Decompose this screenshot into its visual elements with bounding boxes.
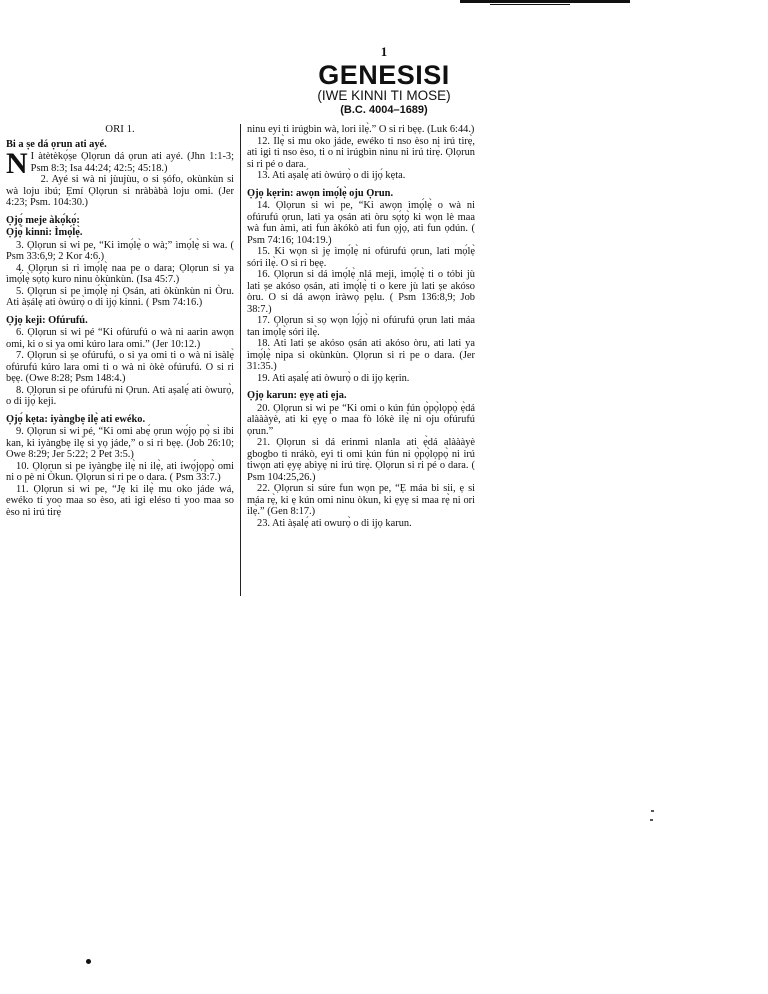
section-heading: Ọjọ keji: Ofúrufú.: [6, 314, 88, 326]
verse: 10. Ọlọrun si pe iyàngbẹ ilẹ̀ ni ilẹ̀, ati iwọ́jọpọ̀ omi ni o pè ni Òkun. Ọlọrun si ri pe o dara. ( Psm 33:7.): [6, 460, 234, 483]
verse: 8. Ọlọrun si pe ofúrufú ni Ọrun. Ati aṣalẹ́ ati òwurọ̀, o di ijọ́ keji.: [6, 384, 234, 407]
verse: 12. Ilẹ̀ si mu oko jáde, ewéko ti nso èso ni irú tirẹ̀, ati igi ti nso èso, ti o ni irúgbìn ninu ni irú tirẹ̀. Ọlọrun si ri pé o dara.: [247, 135, 475, 170]
column-divider: [240, 124, 241, 596]
verse: 4. Ọlọrun si ri ìmọ́lẹ̀ naa pe o dara; Ọlọrun si ya ìmọ́lẹ̀ sọ́tọ̀ kuro ninu òkùnkùn. (Isa 45:7.): [6, 262, 234, 285]
verse: 6. Ọlọrun si wi pé “Ki ofúrufú o wà ni aarin awọn omi, ki o si ya omi kúro lara omi.” (Jer 10:12.): [6, 327, 234, 350]
page-number: 1: [380, 44, 388, 59]
verse: 22. Ọlọrun si súre fun wọn pe, “Ẹ máa bi sii, ẹ si máa rẹ̀, ki ẹ kún omi ninu òkun, ki ẹyẹ si maa rẹ̀ ni ori ilẹ̀.” (Gen 8:17.): [247, 483, 475, 517]
verse: 18. Ati lati ṣe akóso ọsán ati akóso òru, ati lati ya ìmọ́lẹ̀ nipa si okùnkùn. Ọlọrun si ri pe o dara. (Jer 31:35.): [247, 338, 475, 372]
scan-speck: [650, 819, 653, 821]
verse: 19. Ati aṣalẹ́ ati òwurọ̀ o di ijọ kẹrin.: [257, 372, 410, 384]
verse-text: I àtètèkọ́ṣe Ọlọrun dá ọrun ati ayé. (Jhn 1:1-3; Psm 8:3; Isa 44:24; 42:5; 45:18.): [30, 151, 234, 174]
section-heading: Ọjọ karun: ẹyẹ ati ẹja.: [247, 390, 347, 401]
right-column: [247, 124, 475, 529]
section-heading: Ọjọ́ meje àkọ́kọ́:: [6, 214, 80, 226]
verse: 5. Ọlọrun si pe ìmọ́lẹ̀ ni Ọsán, ati òkùnkùn ni Òru. Ati àṣálẹ́ ati òwúrọ̀ o di ijọ́ kinni. ( Psm 74:16.): [6, 285, 234, 308]
scan-dot: [86, 959, 91, 964]
section-heading: Ọjọ́ kinni: Ìmọ́lẹ̀.: [6, 227, 83, 238]
verse: 9. Ọlọrun si wi pé, “Ki omi abẹ́ ọrun wọ́jọ pọ̀ si ibi kan, ki iyàngbẹ ilẹ̀ si yọ jáde,” o si ri bẹẹ. (Job 26:10; Owe 8:29; Jer 5:22; 2 Pet 3:5.): [6, 426, 234, 460]
verse: 20. Ọlọrun si wi pe “Ki omi o kún fún ọ̀pọ̀lọpọ̀ ẹ̀dá alàààyè, ati ki ẹyẹ o maa fò lókè ilẹ̀ ni oju ofúrufú ọrun.”: [247, 402, 475, 437]
verse: 3. Ọlọrun si wi pe, “Ki ìmọ́lẹ̀ o wà;” ìmọ́lẹ̀ si wa. ( Psm 33:6,9; 2 Kor 4:6.): [6, 239, 234, 262]
section-heading: Bi a ṣe dá ọrun ati ayé.: [6, 138, 107, 150]
verse: 21. Ọlọrun si dá erinmi nlanla ati ẹ̀dá alàààyè gbogbo ti nrákò, eyi ti omi kún fún ni ọ̀pọ̀lọpọ̀ ni irú tiwọn ati ẹyẹ abìyẹ́ ni irú tirẹ̀. Ọlọrun si ri pé o dara. ( Psm 104:25,26.): [247, 437, 475, 483]
top-edge-rule: [460, 0, 630, 3]
left-column: [6, 124, 234, 518]
book-subtitle: (IWE KINNI TI MOSE): [317, 88, 451, 103]
verse: 7. Ọlọrun si ṣe ofúrufú, o si ya omi ti o wà ni ìsàlẹ̀ ofúrufú kúro lara omi ti o wà ni òkè ofúrufú. O si ri bẹẹ. (Owe 8:28; Psm 148:4.): [6, 350, 234, 384]
verse: [6, 147, 234, 180]
verse: 13. Ati aṣalẹ́ ati òwúrọ̀ o di ijọ́ kẹta.: [257, 170, 406, 181]
section-heading: Ọjọ́ kẹta: iyàngbẹ ilẹ̀ ati ewéko.: [6, 413, 146, 425]
book-title: GENESISI: [318, 60, 450, 90]
top-edge-rule-secondary: [490, 4, 570, 5]
verse: 11. Ọlọrun si wi pe, “Jẹ ki ilẹ̀ mu oko jáde wá, ewéko tí yoo maa so èso, ati igi eléso ti yoo maa so èso ni irú tirẹ̀: [6, 483, 234, 518]
verse: 17. Ọlọrun si sọ wọn lọ́jọ̀ ni ofúrufú ọrun lati máa tan imọ́lẹ̀ sóri ilẹ̀.: [247, 315, 475, 338]
drop-cap: N: [6, 147, 28, 180]
chapter-heading: ORI 1.: [105, 123, 135, 135]
verse: 16. Ọlọrun si dá ìmọ́lẹ̀ nlá meji, ìmọ́lẹ̀ ti o tóbi jù lati ṣe akóso ọsán, ati ìmọ́lẹ̀ ti o kere jù lati ṣe akóso òru. O si dá awọn ìràwọ̀ pẹlu. ( Psm 136:8,9; Job 38:7.): [247, 269, 475, 315]
section-heading: Ọjọ kẹrin: awọn imọ́lẹ̀ oju Ọrun.: [247, 187, 394, 199]
verse-continuation: ninu eyi ti irúgbìn wà, lori ilẹ̀.” O si ri bẹẹ. (Luk 6:44.): [247, 124, 475, 135]
verse: 14. Ọlọrun si wi pe, “Ki awọn ìmọ́lẹ̀ o wà ni ofúrufú ọrun, lati ya ọsán ati òru sọ́tọ̀ ki wọn lè maa wà fun àmì, ati fun àkókò ati fun ọjọ́, ati fun ọdún. ( Psm 74:16; 104:19.): [247, 200, 475, 246]
scan-speck: [651, 810, 654, 812]
verse: 15. Ki wọn sì jẹ́ ìmọ́lẹ̀ ni ofúrufú ọrun, lati mọ́lẹ̀ sóri ilẹ̀. O si ri bẹẹ.: [247, 246, 475, 269]
verse: 23. Ati àṣalẹ́ ati owurọ̀ o di ijọ karun.: [257, 517, 412, 529]
book-dates: (B.C. 4004–1689): [340, 104, 428, 116]
verse: 2. Ayé si wà ni jùujùu, o si ṣófo, okùnkùn si wà loju ibú; Ẹmí Ọlọrun si nràbàbà loju omi. (Jer 4:23; Psm. 104:30.): [6, 174, 234, 208]
